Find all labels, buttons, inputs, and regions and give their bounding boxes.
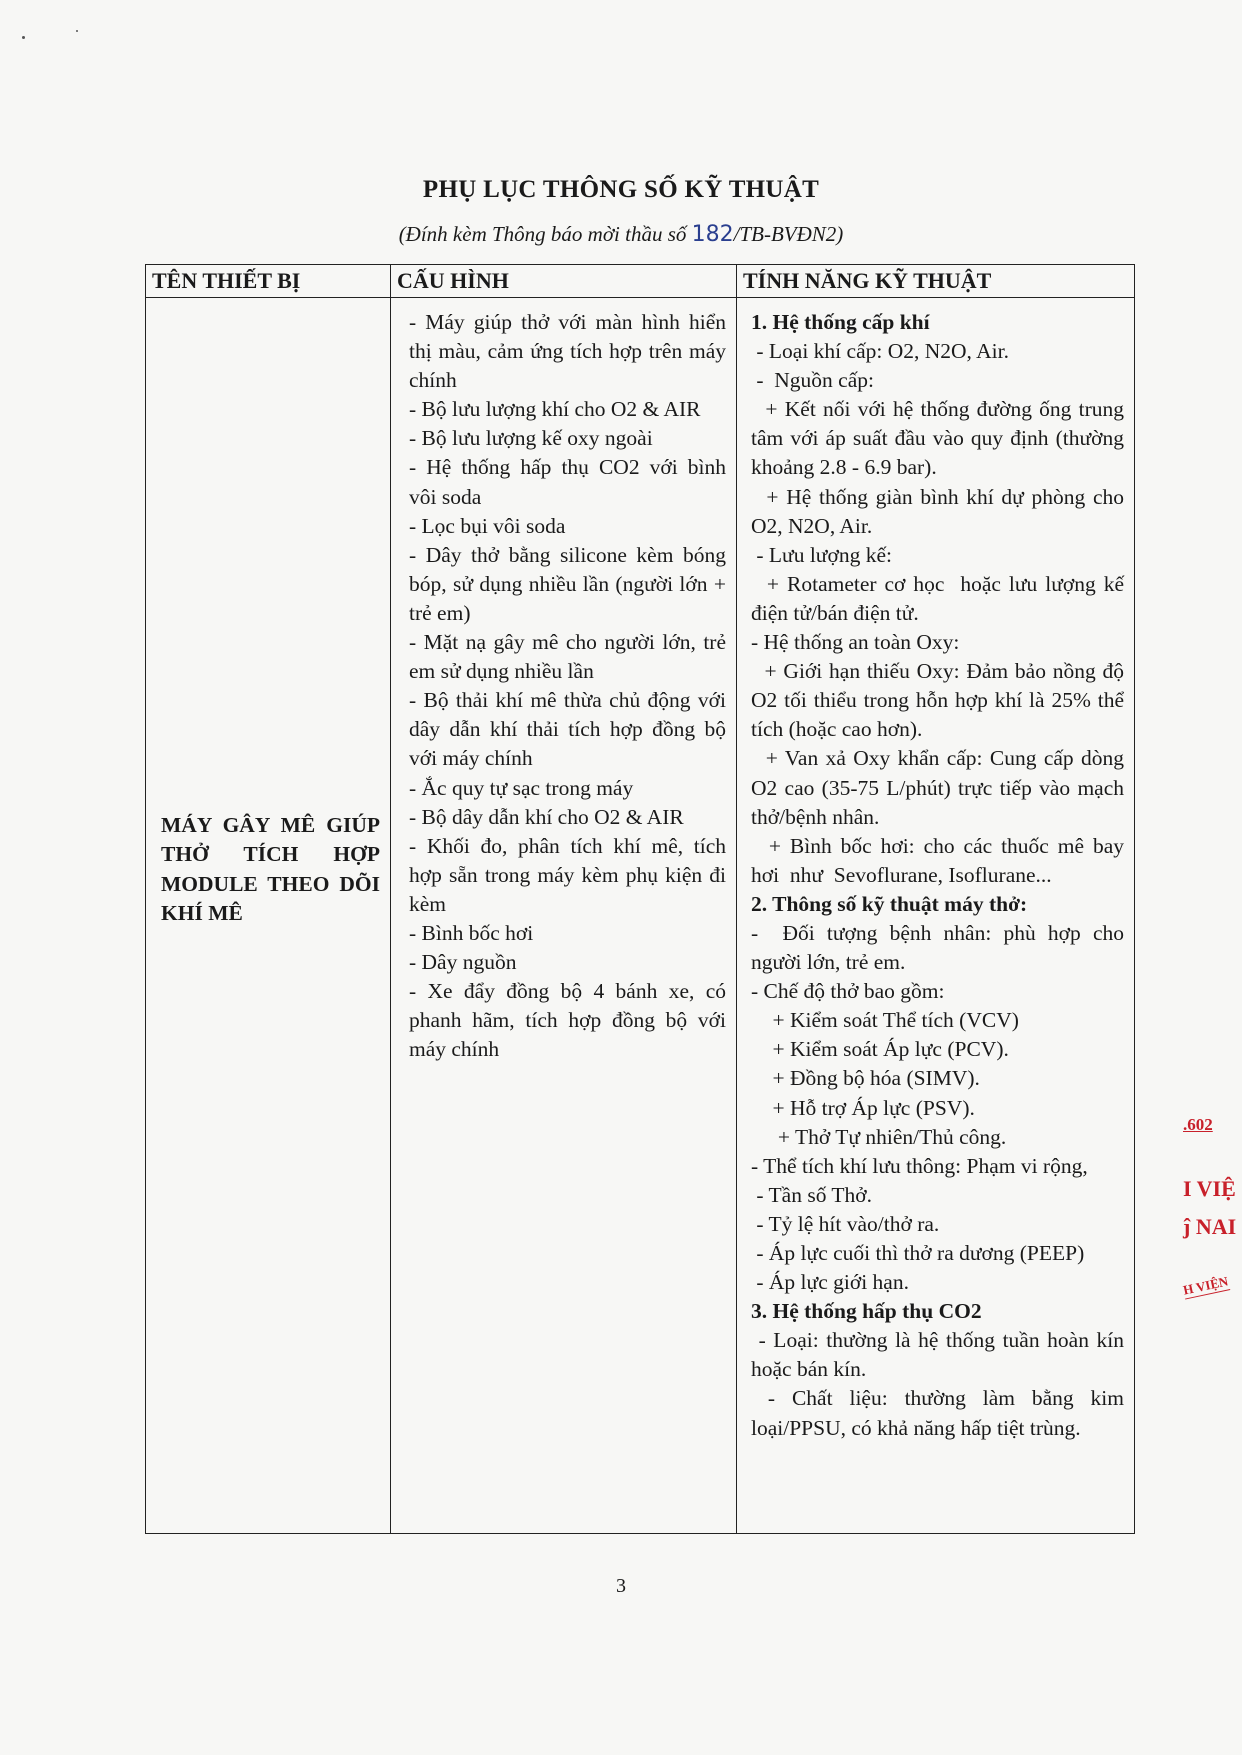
feature-item: + Bình bốc hơi: cho các thuốc mê bay hơi như Sevoflurane, Isoflurane... — [751, 833, 1135, 887]
feature-item: + Giới hạn thiếu Oxy: Đảm bảo nồng độ O2 tối thiểu trong hỗn hợp khí là 25% thể tích (hoặc cao hơn). — [751, 659, 1130, 742]
stamp-fragment: I VIỆ — [1183, 1176, 1236, 1201]
subtitle-suffix: /TB-BVĐN2) — [733, 222, 844, 246]
feature-item: - Thể tích khí lưu thông: Phạm vi rộng, — [751, 1153, 1088, 1178]
feature-section-heading: 1. Hệ thống cấp khí — [751, 310, 930, 334]
configuration-item: - Bình bốc hơi — [409, 920, 534, 945]
header-device-name: TÊN THIẾT BỊ — [146, 265, 391, 298]
configuration-item: - Hệ thống hấp thụ CO2 với bình vôi soda — [409, 455, 726, 509]
configuration-cell — [391, 298, 737, 1534]
header-configuration: CẤU HÌNH — [391, 265, 737, 298]
handwritten-number: 182 — [691, 222, 734, 247]
feature-item: + Kiểm soát Áp lực (PCV). — [751, 1037, 1009, 1062]
device-name: MÁY GÂY MÊ GIÚP THỞ TÍCH HỢP MODULE THEO DÕI KHÍ MÊ — [161, 813, 380, 925]
feature-item: + Đồng bộ hóa (SIMV). — [751, 1066, 980, 1091]
feature-item: - Loại khí cấp: O2, N2O, Air. — [751, 339, 1009, 364]
feature-item: + Hệ thống giàn bình khí dự phòng cho O2, N2O, Air. — [751, 484, 1130, 538]
feature-section-heading: 2. Thông số kỹ thuật máy thở: — [751, 891, 1028, 916]
configuration-item: - Bộ lưu lượng khí cho O2 & AIR — [409, 397, 701, 422]
scan-speck — [76, 30, 78, 32]
table-row — [146, 298, 1135, 1534]
stamp-fragment: .602 — [1183, 1115, 1213, 1134]
feature-item: - Hệ thống an toàn Oxy: — [751, 630, 960, 655]
feature-item: - Lưu lượng kế: — [751, 542, 892, 567]
configuration-item: - Máy giúp thở với màn hình hiển thị màu, cảm ứng tích hợp trên máy chính — [409, 310, 726, 393]
configuration-item: - Bộ thải khí mê thừa chủ động với dây dẫn khí thải tích hợp đồng bộ với máy chính — [409, 688, 726, 771]
configuration-item: - Dây nguồn — [409, 950, 517, 975]
configuration-item: - Bộ lưu lượng kế oxy ngoài — [409, 426, 653, 451]
page-number: 3 — [616, 1575, 626, 1597]
configuration-item: - Bộ dây dẫn khí cho O2 & AIR — [409, 804, 684, 829]
feature-item: + Thở Tự nhiên/Thủ công. — [751, 1124, 1007, 1149]
feature-item: + Kết nối với hệ thống đường ống trung tâm với áp suất đầu vào quy định (thường khoảng 2.8 - 6.9 bar). — [751, 397, 1130, 480]
page-title: PHỤ LỤC THÔNG SỐ KỸ THUẬT — [422, 176, 820, 203]
feature-item: - Áp lực cuối thì thở ra dương (PEEP) — [751, 1241, 1085, 1265]
feature-item: - Chất liệu: thường làm bằng kim loại/PPSU, có khả năng hấp tiệt trùng. — [751, 1386, 1130, 1440]
feature-item: + Kiểm soát Thể tích (VCV) — [751, 1008, 1019, 1033]
stamp-fragment: ĵ NAI — [1183, 1214, 1237, 1239]
table-header-row — [146, 265, 1135, 298]
feature-item: - Tần số Thở. — [751, 1182, 873, 1207]
feature-item: - Tỷ lệ hít vào/thở ra. — [751, 1211, 940, 1236]
stamp-fragment: H VIỆN — [1181, 1273, 1230, 1298]
header-features: TÍNH NĂNG KỸ THUẬT — [737, 265, 1135, 298]
subtitle-prefix: (Đính kèm Thông báo mời thầu số — [398, 222, 692, 246]
configuration-item: - Dây thở bằng silicone kèm bóng bóp, sử dụng nhiều lần (người lớn + trẻ em) — [409, 542, 726, 625]
feature-item: - Loại: thường là hệ thống tuần hoàn kín hoặc bán kín. — [751, 1328, 1130, 1382]
feature-item: + Van xả Oxy khẩn cấp: Cung cấp dòng O2 cao (35-75 L/phút) trực tiếp vào mạch thở/bệnh nhân. — [751, 746, 1130, 829]
spec-table — [145, 264, 1135, 1534]
device-name-cell — [146, 298, 391, 1534]
feature-item: - Áp lực giới hạn. — [751, 1270, 909, 1295]
configuration-item: - Ắc quy tự sạc trong máy — [409, 775, 634, 800]
features-cell — [737, 298, 1135, 1534]
configuration-item: - Mặt nạ gây mê cho người lớn, trẻ em sử dụng nhiều lần — [409, 630, 726, 684]
feature-item: - Nguồn cấp: — [751, 368, 874, 393]
configuration-item: - Khối đo, phân tích khí mê, tích hợp sẵn trong máy kèm phụ kiện đi kèm — [409, 833, 726, 916]
feature-item: + Hỗ trợ Áp lực (PSV). — [751, 1095, 975, 1120]
configuration-item: - Xe đẩy đồng bộ 4 bánh xe, có phanh hãm, tích hợp đồng bộ với máy chính — [409, 979, 726, 1062]
feature-item: - Đối tượng bệnh nhân: phù hợp cho người lớn, trẻ em. — [751, 920, 1130, 975]
page-subtitle — [0, 222, 1242, 247]
feature-section-heading: 3. Hệ thống hấp thụ CO2 — [751, 1299, 982, 1324]
feature-item: - Chế độ thở bao gồm: — [751, 979, 945, 1004]
scan-speck — [22, 36, 25, 39]
configuration-item: - Lọc bụi vôi soda — [409, 513, 566, 538]
feature-item: + Rotameter cơ học hoặc lưu lượng kế điện tử/bán điện tử. — [751, 571, 1130, 625]
